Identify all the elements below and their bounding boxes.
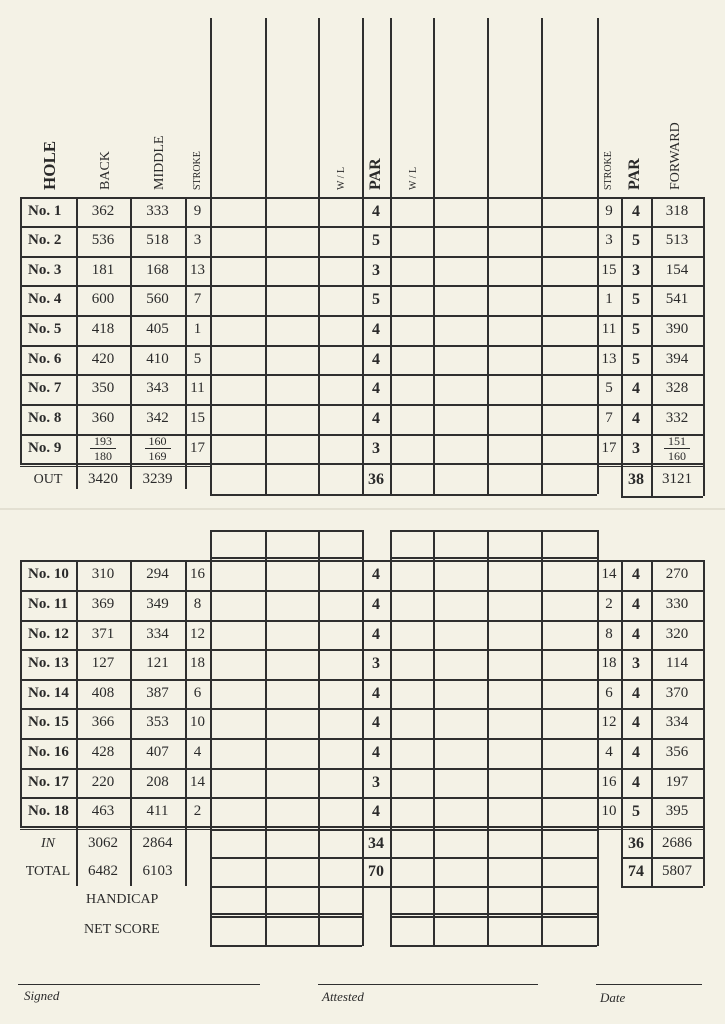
middle-yardage: 411: [146, 803, 169, 820]
back-yardage: [76, 434, 130, 464]
score-row-line: [210, 916, 362, 918]
score-row-line: [210, 285, 362, 287]
back-yardage: 600: [91, 291, 115, 308]
stroke-index-forward: 12: [601, 714, 617, 731]
stroke-index-forward: 10: [601, 803, 617, 820]
summary-label: TOTAL: [25, 863, 71, 879]
score-row-line: [210, 374, 362, 376]
attested-label: Attested: [322, 989, 364, 1004]
signed-label: Signed: [24, 988, 60, 1003]
summary-par: 34: [368, 834, 384, 852]
stroke-index: 13: [190, 262, 205, 279]
header-stroke-left: STROKE: [192, 151, 203, 190]
stroke-index-forward: 4: [605, 744, 613, 761]
stroke-index: 2: [193, 803, 202, 820]
score-row-line: [390, 913, 597, 915]
forward-yardage: [651, 434, 703, 464]
hole-label: No. 7: [28, 380, 62, 397]
header-par-center: PAR: [367, 158, 384, 190]
score-row-line: [210, 557, 362, 559]
stroke-index-forward: 8: [605, 626, 613, 643]
stroke-index-forward: 5: [605, 380, 613, 397]
score-row-line: [210, 679, 362, 681]
hole-label: No. 15: [28, 714, 69, 731]
score-row-line: [210, 738, 362, 740]
forward-yardage: 513: [665, 232, 689, 249]
attested-line: [318, 984, 538, 985]
par-value-forward: 5: [632, 231, 640, 249]
par-value: 4: [372, 595, 380, 613]
summary-forward: 2686: [662, 835, 692, 852]
par-value: 3: [372, 261, 380, 279]
middle-yardage-top: 160: [148, 434, 167, 449]
par-value-forward: 3: [632, 439, 640, 457]
middle-yardage: 342: [146, 410, 169, 427]
summary-forward: 3121: [662, 471, 692, 488]
par-value-forward: 5: [632, 320, 640, 338]
back-yardage: 181: [91, 262, 115, 279]
summary-back: 3420: [88, 471, 118, 488]
forward-yardage: 394: [665, 351, 689, 368]
score-column-line: [210, 18, 212, 494]
score-row-line: [210, 256, 362, 258]
par-value-forward: 3: [632, 654, 640, 672]
par-value: 4: [372, 684, 380, 702]
back-yardage: 420: [91, 351, 115, 368]
score-column-line: [318, 18, 320, 494]
stroke-index: 11: [190, 380, 205, 397]
hole-label: No. 12: [28, 626, 69, 643]
stroke-index-forward: 1: [605, 291, 613, 308]
summary-middle: 3239: [142, 471, 173, 488]
middle-yardage: 518: [146, 232, 169, 249]
par-value: 4: [372, 320, 380, 338]
par-value: 4: [372, 743, 380, 761]
signed-line: [18, 984, 260, 985]
stroke-index: 5: [193, 351, 202, 368]
forward-yardage: 390: [665, 321, 689, 338]
summary-label: OUT: [33, 471, 63, 487]
middle-yardage-bottom: 169: [148, 449, 167, 464]
stroke-index-forward: 2: [605, 596, 613, 613]
back-yardage: 463: [91, 803, 115, 820]
score-column-line: [541, 18, 543, 494]
score-row-line: [210, 463, 362, 465]
row-line: [621, 496, 703, 498]
net-score-label: NET SCORE: [84, 922, 160, 937]
back-yardage: 366: [91, 714, 115, 731]
forward-yardage: 318: [665, 203, 689, 220]
back-yardage: 362: [91, 203, 115, 220]
score-row-line: [210, 913, 362, 915]
back-yardage: 350: [91, 380, 115, 397]
score-row-line: [210, 826, 362, 828]
stroke-index-forward: 15: [601, 262, 617, 279]
par-value: 3: [372, 654, 380, 672]
hole-label: No. 16: [28, 744, 69, 761]
score-row-line: [390, 494, 597, 496]
score-column-line: [265, 530, 267, 946]
par-value: 3: [372, 439, 380, 457]
middle-yardage: 407: [146, 744, 169, 761]
score-row-line: [210, 857, 362, 859]
score-row-line: [390, 738, 597, 740]
header-back: BACK: [98, 151, 113, 190]
par-value-forward: 4: [632, 409, 640, 427]
score-row-line: [390, 345, 597, 347]
summary-forward: 5807: [662, 863, 692, 880]
par-value: 4: [372, 625, 380, 643]
back-yardage: 418: [91, 321, 115, 338]
back-yardage: 220: [91, 774, 115, 791]
stroke-index: 17: [190, 440, 205, 457]
score-row-line: [210, 434, 362, 436]
par-value: 4: [372, 379, 380, 397]
score-row-line: [210, 197, 362, 199]
score-column-line: [433, 530, 435, 946]
summary-label: IN: [41, 835, 55, 851]
middle-yardage: 333: [146, 203, 169, 220]
score-row-line: [210, 590, 362, 592]
par-value: 4: [372, 202, 380, 220]
middle-yardage: 294: [146, 566, 169, 583]
header-wl-right: W / L: [408, 166, 419, 190]
score-row-line: [210, 494, 362, 496]
forward-yardage: 541: [665, 291, 689, 308]
score-column-line: [390, 530, 392, 946]
stroke-index: 3: [193, 232, 202, 249]
back-yardage-top: 193: [94, 434, 112, 449]
middle-yardage: 353: [146, 714, 169, 731]
summary-middle: 2864: [142, 835, 173, 852]
score-row-line: [390, 679, 597, 681]
summary-par-forward: 74: [628, 862, 644, 880]
hole-label: No. 13: [28, 655, 69, 672]
hole-label: No. 4: [28, 291, 62, 308]
stroke-index: 15: [190, 410, 205, 427]
score-row-line: [210, 560, 362, 562]
score-row-line: [390, 404, 597, 406]
middle-yardage: 349: [146, 596, 169, 613]
summary-par-forward: 36: [628, 834, 644, 852]
score-column-line: [541, 530, 543, 946]
score-row-line: [390, 197, 597, 199]
par-value: 4: [372, 713, 380, 731]
summary-middle: 6103: [142, 863, 173, 880]
fold-crease: [0, 508, 725, 510]
date-label: Date: [600, 990, 626, 1005]
score-row-line: [390, 557, 597, 559]
score-row-line: [390, 829, 597, 831]
stroke-index-forward: 14: [601, 566, 617, 583]
score-row-line: [210, 315, 362, 317]
score-row-line: [390, 768, 597, 770]
forward-yardage: 330: [665, 596, 689, 613]
score-row-line: [210, 797, 362, 799]
middle-yardage: 334: [146, 626, 169, 643]
summary-back: 3062: [88, 835, 118, 852]
summary-par: 36: [368, 470, 384, 488]
forward-yardage: 334: [665, 714, 689, 731]
par-value-forward: 4: [632, 743, 640, 761]
stroke-index: 4: [193, 744, 202, 761]
stroke-index: 10: [190, 714, 205, 731]
stroke-index: 16: [190, 566, 205, 583]
score-row-line: [390, 374, 597, 376]
middle-yardage: 208: [146, 774, 169, 791]
stroke-index-forward: 13: [601, 351, 617, 368]
stroke-index: 14: [190, 774, 205, 791]
middle-yardage: 405: [146, 321, 169, 338]
back-yardage: 360: [91, 410, 115, 427]
forward-yardage: 328: [665, 380, 689, 397]
forward-yardage: 197: [665, 774, 689, 791]
score-row-line: [390, 463, 597, 465]
score-row-line: [390, 886, 597, 888]
back-yardage: 408: [91, 685, 115, 702]
score-row-line: [390, 256, 597, 258]
header-middle: MIDDLE: [152, 135, 167, 190]
handicap-label: HANDICAP: [86, 892, 159, 907]
forward-yardage-top: 151: [668, 434, 686, 449]
par-value-forward: 4: [632, 595, 640, 613]
score-row-line: [210, 708, 362, 710]
par-value-forward: 4: [632, 379, 640, 397]
score-row-line: [390, 315, 597, 317]
score-row-line: [390, 708, 597, 710]
score-column-line: [265, 18, 267, 494]
stroke-index: 12: [190, 626, 205, 643]
par-value-forward: 5: [632, 290, 640, 308]
middle-yardage: 560: [146, 291, 169, 308]
par-value-forward: 3: [632, 261, 640, 279]
hole-label: No. 8: [28, 410, 62, 427]
back-yardage: 371: [91, 626, 115, 643]
summary-par: 70: [368, 862, 384, 880]
stroke-index: 18: [190, 655, 205, 672]
par-value-forward: 4: [632, 684, 640, 702]
score-column-line: [433, 18, 435, 494]
hole-label: No. 6: [28, 351, 62, 368]
hole-label: No. 14: [28, 685, 69, 702]
score-row-line: [390, 590, 597, 592]
score-column-line: [210, 530, 212, 946]
score-row-line: [210, 345, 362, 347]
forward-yardage: 114: [666, 655, 688, 672]
forward-yardage: 395: [665, 803, 689, 820]
par-value-forward: 4: [632, 773, 640, 791]
score-row-line: [210, 620, 362, 622]
score-column-line: [487, 18, 489, 494]
par-value: 4: [372, 350, 380, 368]
stroke-index-forward: 18: [601, 655, 617, 672]
forward-yardage-bottom: 160: [668, 449, 686, 464]
score-column-line: [318, 530, 320, 946]
score-column-line: [487, 530, 489, 946]
middle-yardage: [130, 434, 185, 464]
forward-yardage: 320: [665, 626, 689, 643]
middle-yardage: 168: [146, 262, 169, 279]
par-value-forward: 5: [632, 802, 640, 820]
stroke-index-forward: 6: [605, 685, 613, 702]
par-value-forward: 4: [632, 713, 640, 731]
column-line: [703, 560, 705, 886]
par-value: 3: [372, 773, 380, 791]
score-row-line: [210, 829, 362, 831]
score-row-line: [390, 916, 597, 918]
score-row-line: [210, 768, 362, 770]
score-row-line: [390, 434, 597, 436]
hole-label: No. 2: [28, 232, 62, 249]
par-value: 5: [372, 290, 380, 308]
forward-yardage: 332: [665, 410, 689, 427]
par-value: 4: [372, 565, 380, 583]
hole-label: No. 11: [28, 596, 69, 613]
stroke-index-forward: 16: [601, 774, 617, 791]
middle-yardage: 410: [146, 351, 169, 368]
forward-yardage: 356: [665, 744, 689, 761]
score-row-line: [390, 530, 597, 532]
middle-yardage: 343: [146, 380, 169, 397]
hole-label: No. 10: [28, 566, 69, 583]
back-yardage: 536: [91, 232, 115, 249]
par-value-forward: 4: [632, 202, 640, 220]
middle-yardage: 387: [146, 685, 169, 702]
score-column-line: [390, 18, 392, 494]
hole-label: No. 3: [28, 262, 62, 279]
score-row-line: [210, 530, 362, 532]
header-stroke-right: STROKE: [603, 151, 614, 190]
score-row-line: [390, 649, 597, 651]
par-value: 5: [372, 231, 380, 249]
par-value: 4: [372, 802, 380, 820]
stroke-index-forward: 7: [605, 410, 613, 427]
score-row-line: [390, 797, 597, 799]
stroke-index: 6: [193, 685, 202, 702]
stroke-index-forward: 3: [605, 232, 613, 249]
summary-back: 6482: [88, 863, 118, 880]
stroke-index-forward: 9: [605, 203, 613, 220]
score-row-line: [390, 226, 597, 228]
back-yardage: 428: [91, 744, 115, 761]
score-row-line: [210, 945, 362, 947]
summary-par-forward: 38: [628, 470, 644, 488]
score-row-line: [390, 620, 597, 622]
hole-label: No. 5: [28, 321, 62, 338]
header-hole: HOLE: [40, 140, 59, 190]
back-yardage-bottom: 180: [94, 449, 112, 464]
hole-label: No. 18: [28, 803, 69, 820]
column-line: [703, 197, 705, 496]
stroke-index: 8: [193, 596, 202, 613]
par-value-forward: 4: [632, 565, 640, 583]
score-row-line: [210, 886, 362, 888]
score-row-line: [390, 826, 597, 828]
back-yardage: 127: [91, 655, 115, 672]
hole-label: No. 1: [28, 203, 62, 220]
score-row-line: [390, 285, 597, 287]
forward-yardage: 154: [665, 262, 689, 279]
par-value: 4: [372, 409, 380, 427]
back-yardage: 310: [91, 566, 115, 583]
stroke-index-forward: 17: [601, 440, 617, 457]
forward-yardage: 270: [665, 566, 689, 583]
score-row-line: [210, 649, 362, 651]
score-row-line: [210, 404, 362, 406]
date-line: [596, 984, 702, 985]
hole-label: No. 9: [28, 440, 62, 457]
hole-label: No. 17: [28, 774, 69, 791]
stroke-index: 1: [193, 321, 202, 338]
stroke-index-forward: 11: [601, 321, 617, 338]
forward-yardage: 370: [665, 685, 689, 702]
score-row-line: [210, 226, 362, 228]
par-value-forward: 5: [632, 350, 640, 368]
score-row-line: [390, 560, 597, 562]
par-value-forward: 4: [632, 625, 640, 643]
stroke-index: 9: [193, 203, 202, 220]
header-par-right: PAR: [626, 158, 643, 190]
back-yardage: 369: [91, 596, 115, 613]
score-row-line: [390, 945, 597, 947]
header-forward: FORWARD: [668, 122, 683, 190]
stroke-index: 7: [193, 291, 202, 308]
middle-yardage: 121: [146, 655, 169, 672]
score-row-line: [390, 857, 597, 859]
header-wl-left: W / L: [336, 166, 347, 190]
